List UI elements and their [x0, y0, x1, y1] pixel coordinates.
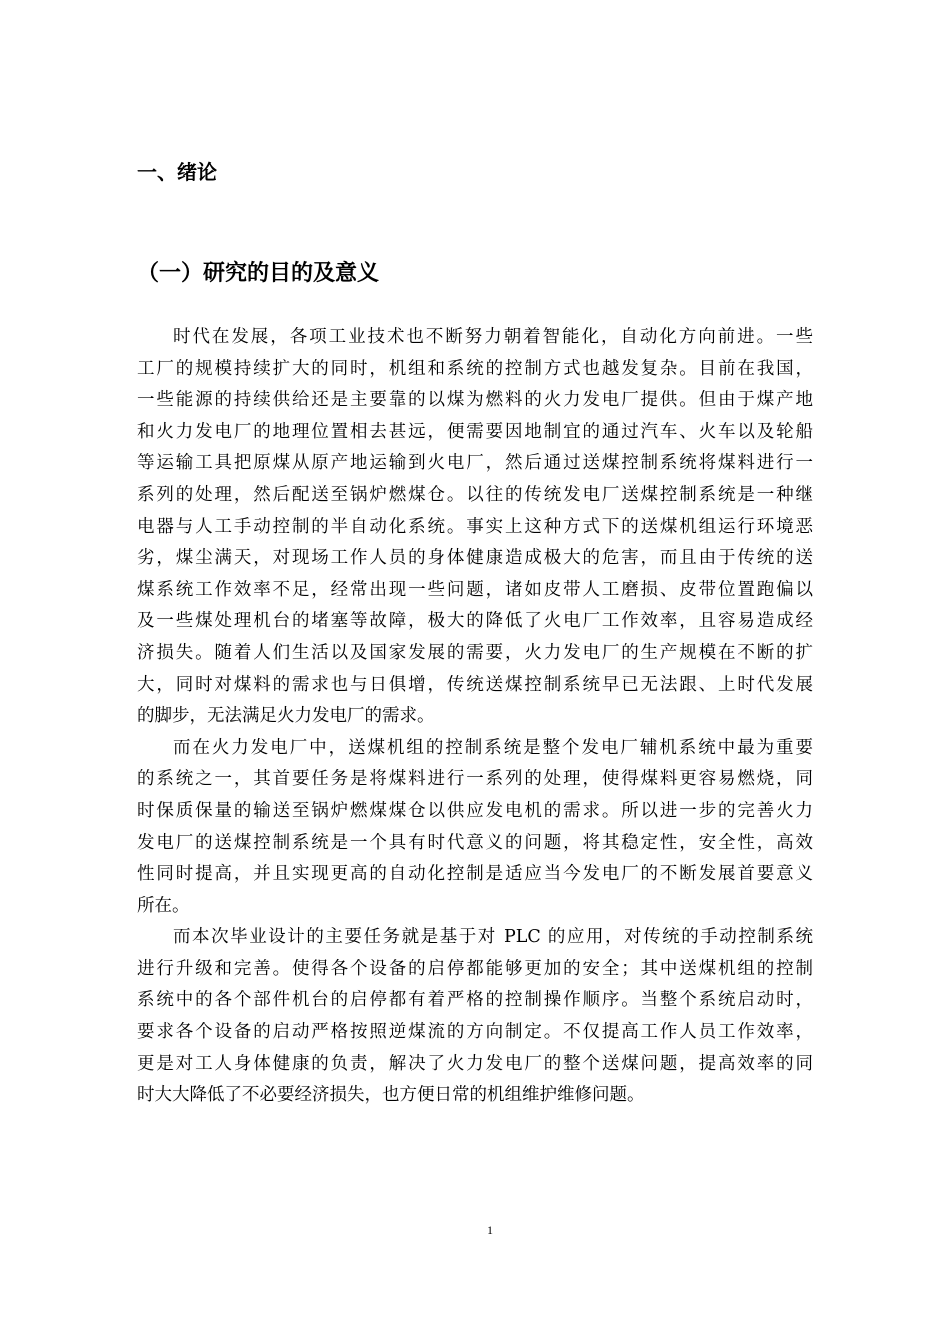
- paragraph-line: 系统中的各个部件机台的启停都有着严格的控制操作顺序。当整个系统启动时，: [137, 990, 813, 1011]
- paragraph-line: 发电厂的送煤控制系统是一个具有时代意义的问题，将其稳定性，安全性，高效: [137, 832, 813, 853]
- paragraph-line: 等运输工具把原煤从原产地运输到火电厂，然后通过送煤控制系统将煤料进行一: [137, 453, 813, 474]
- paragraph-1: [137, 322, 813, 733]
- paragraph-line: 性同时提高，并且实现更高的自动化控制是适应当今发电厂的不断发展首要意义: [137, 864, 813, 885]
- paragraph-line: 系列的处理，然后配送至锅炉燃煤仓。以往的传统发电厂送煤控制系统是一种继: [137, 484, 813, 505]
- paragraph-line: 时大大降低了不必要经济损失，也方便日常的机组维护维修问题。: [137, 1085, 645, 1106]
- paragraph-line: 而本次毕业设计的主要任务就是基于对 PLC 的应用，对传统的手动控制系统: [173, 927, 813, 948]
- section-heading: （一）研究的目的及意义: [137, 261, 380, 286]
- body-text: [137, 322, 813, 1112]
- page-number: 1: [487, 1223, 493, 1237]
- paragraph-line: 济损失。随着人们生活以及国家发展的需要，火力发电厂的生产规模在不断的扩: [137, 642, 813, 663]
- paragraph-line: 电器与人工手动控制的半自动化系统。事实上这种方式下的送煤机组运行环境恶: [137, 516, 813, 537]
- paragraph-line: 更是对工人身体健康的负责，解决了火力发电厂的整个送煤问题，提高效率的同: [137, 1053, 813, 1074]
- paragraph-2: [137, 733, 813, 923]
- paragraph-line: 劣，煤尘满天，对现场工作人员的身体健康造成极大的危害，而且由于传统的送: [137, 548, 813, 569]
- paragraph-line: 时保质保量的输送至锅炉燃煤煤仓以供应发电机的需求。所以进一步的完善火力: [137, 800, 813, 821]
- paragraph-line: 的系统之一，其首要任务是将煤料进行一系列的处理，使得煤料更容易燃烧，同: [137, 769, 813, 790]
- paragraph-3: [137, 922, 813, 1112]
- paragraph-line: 时代在发展，各项工业技术也不断努力朝着智能化，自动化方向前进。一些: [173, 327, 813, 347]
- paragraph-line: 大，同时对煤料的需求也与日俱增，传统送煤控制系统早已无法跟、上时代发展: [137, 674, 813, 695]
- chapter-heading: 一、绪论: [137, 160, 217, 184]
- paragraph-line: 而在火力发电厂中，送煤机组的控制系统是整个发电厂辅机系统中最为重要: [173, 737, 813, 758]
- paragraph-line: 进行升级和完善。使得各个设备的启停都能够更加的安全；其中送煤机组的控制: [137, 958, 813, 979]
- paragraph-line: 要求各个设备的启动严格按照逆煤流的方向制定。不仅提高工作人员工作效率，: [137, 1022, 813, 1043]
- paragraph-line: 及一些煤处理机台的堵塞等故障，极大的降低了火电厂工作效率，且容易造成经: [137, 611, 813, 632]
- paragraph-line: 的脚步，无法满足火力发电厂的需求。: [137, 706, 435, 727]
- paragraph-line: 工厂的规模持续扩大的同时，机组和系统的控制方式也越发复杂。目前在我国，: [137, 358, 813, 379]
- paragraph-line: 一些能源的持续供给还是主要靠的以煤为燃料的火力发电厂提供。但由于煤产地: [137, 390, 813, 411]
- paragraph-line: 和火力发电厂的地理位置相去甚远，便需要因地制宜的通过汽车、火车以及轮船: [137, 421, 813, 442]
- paragraph-line: 煤系统工作效率不足，经常出现一些问题，诸如皮带人工磨损、皮带位置跑偏以: [137, 579, 813, 600]
- paragraph-line: 所在。: [137, 895, 190, 916]
